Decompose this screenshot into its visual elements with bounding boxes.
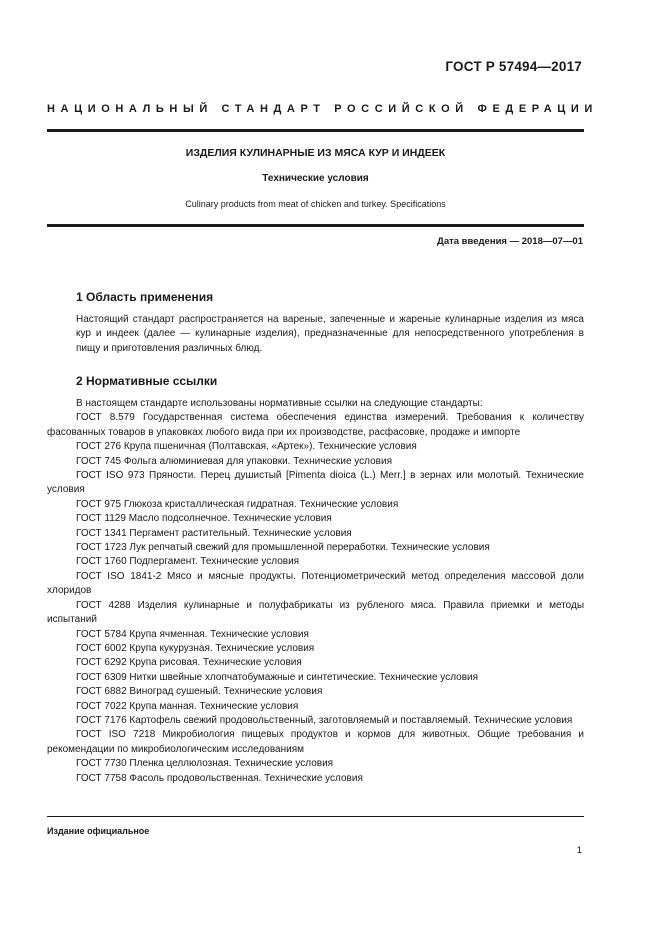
reference-item: ГОСТ 1341 Пергамент растительный. Технические условия: [76, 527, 352, 539]
normative-references-list: [47, 397, 584, 786]
reference-item: ГОСТ 7176 Картофель свежий продовольственный, заготовляемый и поставляемый. Технические условия: [76, 714, 573, 726]
document-code: ГОСТ Р 57494—2017: [445, 59, 582, 74]
reference-item: ГОСТ 7730 Пленка целлюлозная. Технические условия: [76, 758, 334, 770]
reference-item: ГОСТ 745 Фольга алюминиевая для упаковки. Технические условия: [76, 455, 392, 467]
introduction-date: Дата введения — 2018—07—01: [437, 236, 583, 247]
national-standard-banner: НАЦИОНАЛЬНЫЙ СТАНДАРТ РОССИЙСКОЙ ФЕДЕРАЦИИ: [47, 103, 598, 115]
reference-item: ГОСТ ISO 1841-2 Мясо и мясные продукты. Потенциометрический метод определения массовой доли хлоридов: [47, 570, 584, 597]
english-title: Culinary products from meat of chicken and turkey. Specifications: [185, 199, 446, 209]
section-1-heading: 1 Область применения: [76, 290, 214, 304]
divider-top: [47, 129, 584, 132]
reference-item: ГОСТ 4288 Изделия кулинарные и полуфабрикаты из рубленого мяса. Правила приемки и методы испытаний: [47, 599, 584, 626]
reference-item: ГОСТ 975 Глюкоза кристаллическая гидратная. Технические условия: [76, 498, 399, 510]
reference-item: ГОСТ 1760 Подпергамент. Технические условия: [76, 556, 300, 568]
reference-item: ГОСТ 1723 Лук репчатый свежий для промышленной переработки. Технические условия: [76, 542, 490, 554]
reference-item: ГОСТ ISO 973 Пряности. Перец душистый [Pimenta dioica (L.) Merr.] в зернах или молотый. Технические условия: [47, 470, 584, 496]
reference-item: ГОСТ 6292 Крупа рисовая. Технические условия: [76, 657, 302, 669]
references-lead: В настоящем стандарте использованы нормативные ссылки на следующие стандарты:: [76, 398, 483, 409]
official-edition-label: Издание официальное: [47, 826, 150, 836]
reference-item: ГОСТ 6882 Виноград сушеный. Технические условия: [76, 686, 323, 698]
reference-item: ГОСТ 6309 Нитки швейные хлопчатобумажные и синтетические. Технические условия: [76, 671, 479, 683]
document-subtitle: Технические условия: [262, 173, 369, 184]
reference-item: ГОСТ 5784 Крупа ячменная. Технические условия: [76, 628, 309, 640]
scope-paragraph: Настоящий стандарт распространяется на вареные, запеченные и жареные кулинарные изделия из мяса кур и индеек (далее — кулинарные изделия), предназначенные для непосредственного употребления в пищу и приготовления различных блюд.: [76, 314, 584, 354]
reference-item: ГОСТ 1129 Масло подсолнечное. Технические условия: [76, 513, 332, 525]
footer-divider: [47, 816, 584, 817]
reference-item: ГОСТ 8.579 Государственная система обеспечения единства измерений. Требования к количеству фасованных товаров в упаковках любого вида при их производстве, расфасовке, продаже и импорте: [47, 412, 584, 438]
document-title: ИЗДЕЛИЯ КУЛИНАРНЫЕ ИЗ МЯСА КУР И ИНДЕЕК: [185, 147, 446, 159]
reference-item: ГОСТ 276 Крупа пшеничная (Полтавская, «Артек»). Технические условия: [76, 441, 417, 453]
section-2-heading: 2 Нормативные ссылки: [76, 374, 218, 388]
reference-item: ГОСТ 6002 Крупа кукурузная. Технические условия: [76, 642, 315, 654]
divider-bottom: [47, 224, 584, 227]
section-1-text: [47, 313, 584, 356]
reference-item: ГОСТ ISO 7218 Микробиология пищевых продуктов и кормов для животных. Общие требования и рекомендации по микробиологическим исследованиям: [47, 729, 584, 755]
page-number: 1: [576, 845, 582, 856]
reference-item: ГОСТ 7758 Фасоль продовольственная. Технические условия: [76, 772, 363, 784]
reference-item: ГОСТ 7022 Крупа манная. Технические условия: [76, 700, 299, 712]
